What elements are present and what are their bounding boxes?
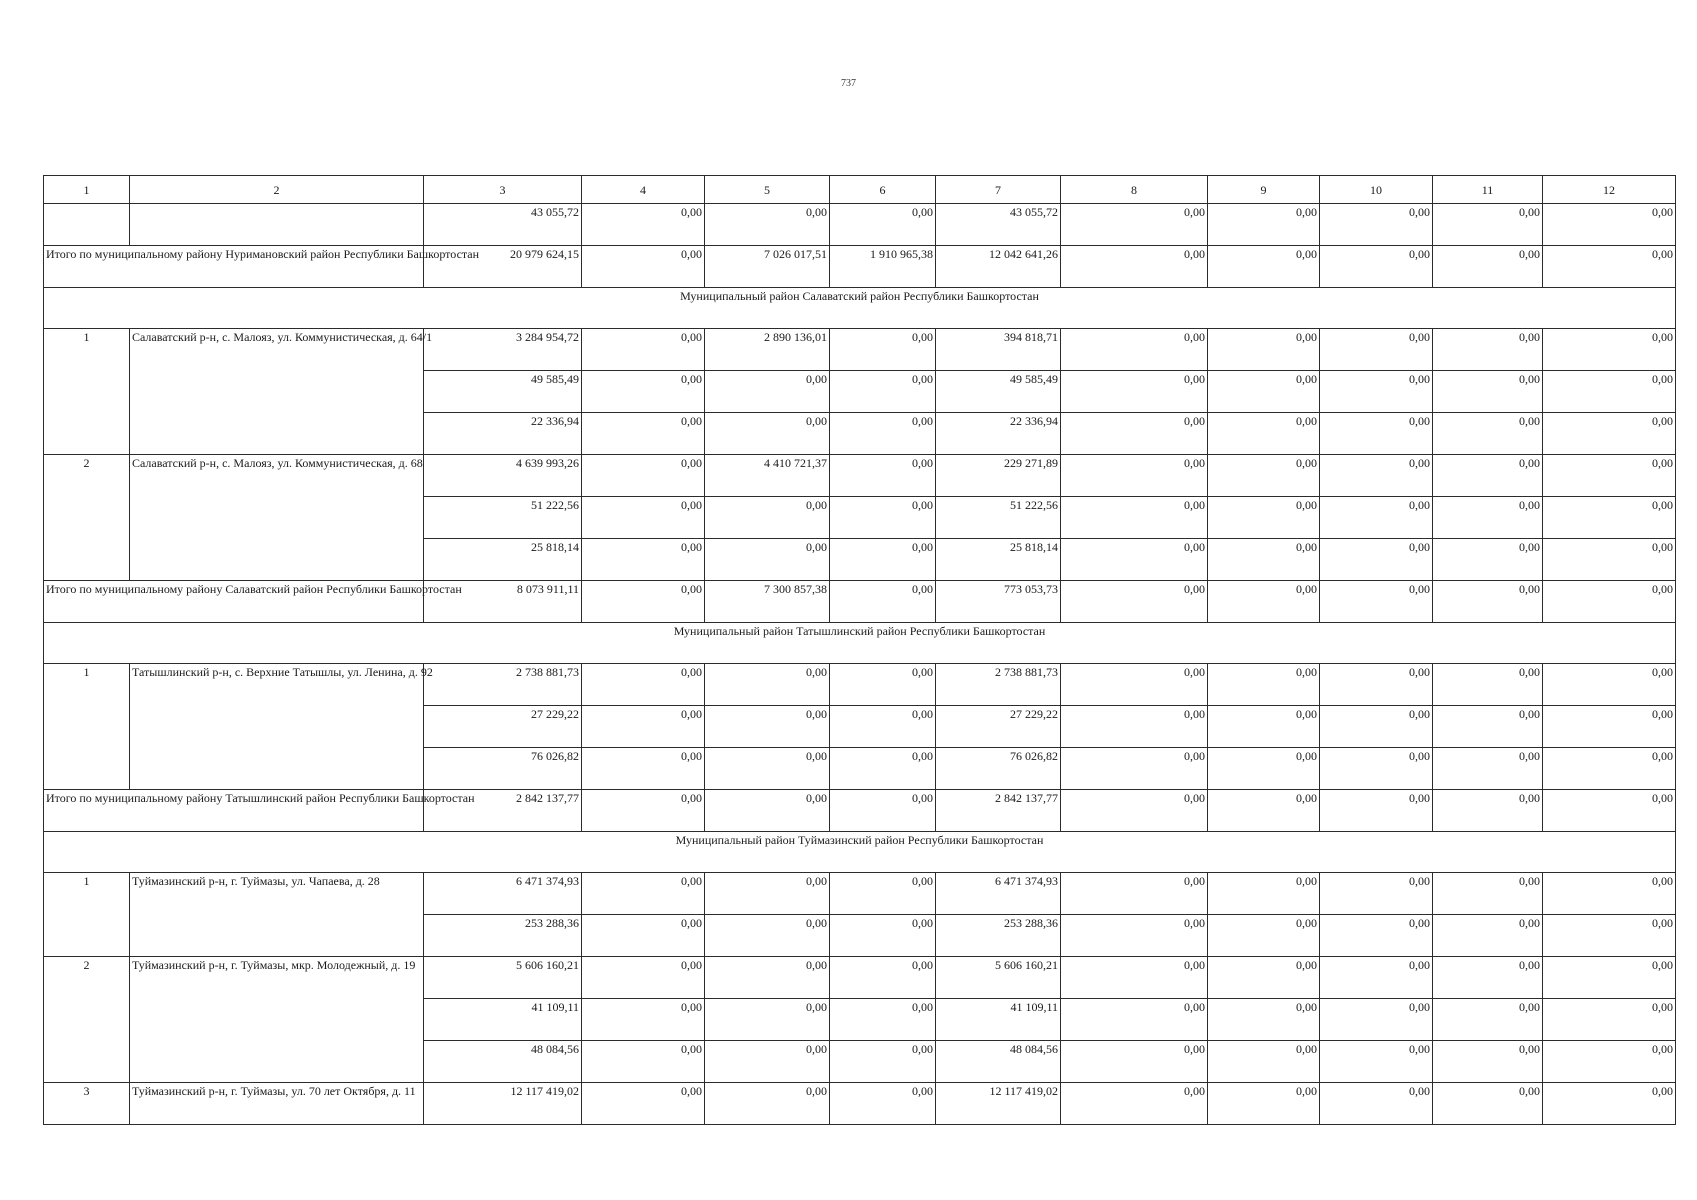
value-cell: 6 471 374,93 bbox=[424, 873, 582, 915]
value-cell: 0,00 bbox=[1543, 1083, 1676, 1125]
value-cell: 0,00 bbox=[1320, 539, 1433, 581]
value-cell: 0,00 bbox=[1320, 497, 1433, 539]
value-cell: 4 639 993,26 bbox=[424, 455, 582, 497]
value-cell: 25 818,14 bbox=[936, 539, 1061, 581]
value-cell: 0,00 bbox=[1433, 664, 1543, 706]
district-section-title: Муниципальный район Татышлинский район Республики Башкортостан bbox=[44, 623, 1676, 664]
value-cell: 0,00 bbox=[1433, 455, 1543, 497]
value-cell: 0,00 bbox=[1061, 664, 1208, 706]
value-cell: 0,00 bbox=[1433, 371, 1543, 413]
value-cell: 0,00 bbox=[582, 748, 705, 790]
value-cell: 0,00 bbox=[830, 497, 936, 539]
value-cell: 0,00 bbox=[582, 999, 705, 1041]
value-cell: 0,00 bbox=[705, 539, 830, 581]
value-cell: 2 890 136,01 bbox=[705, 329, 830, 371]
value-cell: 22 336,94 bbox=[424, 413, 582, 455]
value-cell: 0,00 bbox=[830, 1083, 936, 1125]
value-cell: 0,00 bbox=[1320, 371, 1433, 413]
value-cell: 0,00 bbox=[1208, 873, 1320, 915]
budget-table bbox=[43, 175, 1676, 1125]
value-cell: 25 818,14 bbox=[424, 539, 582, 581]
column-header: 4 bbox=[582, 176, 705, 204]
value-cell: 43 055,72 bbox=[424, 204, 582, 246]
value-cell: 76 026,82 bbox=[424, 748, 582, 790]
building-row bbox=[44, 873, 1676, 915]
value-cell: 0,00 bbox=[705, 204, 830, 246]
value-cell: 0,00 bbox=[1320, 706, 1433, 748]
value-cell: 0,00 bbox=[705, 497, 830, 539]
value-cell: 0,00 bbox=[705, 706, 830, 748]
value-cell: 12 117 419,02 bbox=[424, 1083, 582, 1125]
empty-cell bbox=[44, 204, 130, 246]
value-cell: 41 109,11 bbox=[424, 999, 582, 1041]
value-cell: 0,00 bbox=[1543, 915, 1676, 957]
value-cell: 49 585,49 bbox=[936, 371, 1061, 413]
value-cell: 0,00 bbox=[830, 915, 936, 957]
value-cell: 0,00 bbox=[1320, 748, 1433, 790]
value-cell: 0,00 bbox=[705, 371, 830, 413]
value-cell: 0,00 bbox=[1433, 957, 1543, 999]
value-cell: 0,00 bbox=[1208, 581, 1320, 623]
value-cell: 4 410 721,37 bbox=[705, 455, 830, 497]
value-cell: 6 471 374,93 bbox=[936, 873, 1061, 915]
district-total-label: Итого по муниципальному району Салаватский район Республики Башкортостан bbox=[44, 581, 424, 623]
value-cell: 0,00 bbox=[582, 873, 705, 915]
value-cell: 0,00 bbox=[1208, 497, 1320, 539]
row-number: 2 bbox=[44, 957, 130, 1083]
value-cell: 0,00 bbox=[830, 455, 936, 497]
district-total-row bbox=[44, 246, 1676, 288]
column-header: 7 bbox=[936, 176, 1061, 204]
value-cell: 0,00 bbox=[830, 539, 936, 581]
building-row bbox=[44, 957, 1676, 999]
row-number: 3 bbox=[44, 1083, 130, 1125]
value-cell: 0,00 bbox=[830, 664, 936, 706]
value-cell: 0,00 bbox=[1061, 748, 1208, 790]
value-cell: 0,00 bbox=[1320, 204, 1433, 246]
value-cell: 0,00 bbox=[1543, 581, 1676, 623]
district-total-row bbox=[44, 790, 1676, 832]
value-cell: 0,00 bbox=[705, 413, 830, 455]
value-cell: 0,00 bbox=[1543, 664, 1676, 706]
value-cell: 0,00 bbox=[1320, 873, 1433, 915]
value-cell: 0,00 bbox=[1543, 957, 1676, 999]
value-cell: 0,00 bbox=[582, 664, 705, 706]
value-cell: 0,00 bbox=[705, 748, 830, 790]
value-cell: 0,00 bbox=[830, 329, 936, 371]
value-cell: 48 084,56 bbox=[936, 1041, 1061, 1083]
value-cell: 0,00 bbox=[1433, 1041, 1543, 1083]
value-cell: 0,00 bbox=[1433, 999, 1543, 1041]
value-cell: 0,00 bbox=[1061, 873, 1208, 915]
district-section-row bbox=[44, 288, 1676, 329]
district-total-row bbox=[44, 581, 1676, 623]
value-cell: 0,00 bbox=[1061, 915, 1208, 957]
value-cell: 1 910 965,38 bbox=[830, 246, 936, 288]
column-header: 3 bbox=[424, 176, 582, 204]
column-header: 2 bbox=[130, 176, 424, 204]
value-cell: 0,00 bbox=[830, 790, 936, 832]
value-cell: 0,00 bbox=[1208, 329, 1320, 371]
value-cell: 0,00 bbox=[1208, 915, 1320, 957]
value-cell: 0,00 bbox=[582, 790, 705, 832]
value-cell: 2 738 881,73 bbox=[424, 664, 582, 706]
building-address: Салаватский р-н, с. Малояз, ул. Коммунистическая, д. 68 bbox=[130, 455, 424, 581]
carryover-row bbox=[44, 204, 1676, 246]
value-cell: 0,00 bbox=[1320, 957, 1433, 999]
value-cell: 0,00 bbox=[1061, 204, 1208, 246]
value-cell: 0,00 bbox=[1208, 455, 1320, 497]
value-cell: 27 229,22 bbox=[936, 706, 1061, 748]
value-cell: 0,00 bbox=[1433, 748, 1543, 790]
value-cell: 0,00 bbox=[1208, 999, 1320, 1041]
value-cell: 48 084,56 bbox=[424, 1041, 582, 1083]
column-header: 6 bbox=[830, 176, 936, 204]
value-cell: 0,00 bbox=[582, 915, 705, 957]
value-cell: 0,00 bbox=[1543, 999, 1676, 1041]
value-cell: 0,00 bbox=[1208, 246, 1320, 288]
building-address: Туймазинский р-н, г. Туймазы, ул. Чапаева, д. 28 bbox=[130, 873, 424, 957]
value-cell: 0,00 bbox=[582, 204, 705, 246]
value-cell: 0,00 bbox=[582, 706, 705, 748]
value-cell: 0,00 bbox=[1208, 371, 1320, 413]
building-address: Туймазинский р-н, г. Туймазы, ул. 70 лет Октября, д. 11 bbox=[130, 1083, 424, 1125]
value-cell: 76 026,82 bbox=[936, 748, 1061, 790]
building-row bbox=[44, 1083, 1676, 1125]
column-header: 10 bbox=[1320, 176, 1433, 204]
value-cell: 0,00 bbox=[1433, 539, 1543, 581]
building-address: Татышлинский р-н, с. Верхние Татышлы, ул. Ленина, д. 92 bbox=[130, 664, 424, 790]
value-cell: 0,00 bbox=[1061, 1083, 1208, 1125]
value-cell: 0,00 bbox=[1433, 581, 1543, 623]
value-cell: 5 606 160,21 bbox=[936, 957, 1061, 999]
value-cell: 0,00 bbox=[1320, 1041, 1433, 1083]
value-cell: 0,00 bbox=[705, 1041, 830, 1083]
value-cell: 7 026 017,51 bbox=[705, 246, 830, 288]
value-cell: 0,00 bbox=[1061, 246, 1208, 288]
value-cell: 0,00 bbox=[1061, 497, 1208, 539]
value-cell: 0,00 bbox=[1433, 790, 1543, 832]
value-cell: 229 271,89 bbox=[936, 455, 1061, 497]
value-cell: 0,00 bbox=[1061, 999, 1208, 1041]
district-total-label: Итого по муниципальному району Нуримановский район Республики Башкортостан bbox=[44, 246, 424, 288]
column-header: 11 bbox=[1433, 176, 1543, 204]
value-cell: 0,00 bbox=[1320, 664, 1433, 706]
row-number: 1 bbox=[44, 873, 130, 957]
value-cell: 0,00 bbox=[1208, 790, 1320, 832]
value-cell: 0,00 bbox=[1543, 246, 1676, 288]
value-cell: 12 117 419,02 bbox=[936, 1083, 1061, 1125]
value-cell: 0,00 bbox=[582, 455, 705, 497]
value-cell: 0,00 bbox=[1061, 329, 1208, 371]
value-cell: 0,00 bbox=[1061, 706, 1208, 748]
value-cell: 0,00 bbox=[830, 371, 936, 413]
value-cell: 0,00 bbox=[1061, 957, 1208, 999]
value-cell: 0,00 bbox=[830, 873, 936, 915]
value-cell: 8 073 911,11 bbox=[424, 581, 582, 623]
value-cell: 0,00 bbox=[1320, 999, 1433, 1041]
value-cell: 0,00 bbox=[830, 706, 936, 748]
value-cell: 0,00 bbox=[582, 413, 705, 455]
page-number: 737 bbox=[841, 78, 856, 89]
value-cell: 0,00 bbox=[582, 1041, 705, 1083]
value-cell: 0,00 bbox=[1433, 915, 1543, 957]
value-cell: 2 842 137,77 bbox=[424, 790, 582, 832]
value-cell: 0,00 bbox=[705, 957, 830, 999]
value-cell: 0,00 bbox=[705, 1083, 830, 1125]
district-section-row bbox=[44, 832, 1676, 873]
value-cell: 49 585,49 bbox=[424, 371, 582, 413]
value-cell: 0,00 bbox=[582, 497, 705, 539]
value-cell: 5 606 160,21 bbox=[424, 957, 582, 999]
value-cell: 0,00 bbox=[1543, 790, 1676, 832]
value-cell: 0,00 bbox=[1543, 539, 1676, 581]
value-cell: 253 288,36 bbox=[424, 915, 582, 957]
value-cell: 43 055,72 bbox=[936, 204, 1061, 246]
value-cell: 2 842 137,77 bbox=[936, 790, 1061, 832]
value-cell: 0,00 bbox=[1208, 957, 1320, 999]
value-cell: 0,00 bbox=[705, 664, 830, 706]
value-cell: 0,00 bbox=[1320, 915, 1433, 957]
value-cell: 0,00 bbox=[1208, 748, 1320, 790]
value-cell: 0,00 bbox=[1433, 706, 1543, 748]
value-cell: 0,00 bbox=[1208, 539, 1320, 581]
value-cell: 0,00 bbox=[582, 1083, 705, 1125]
district-section-title: Муниципальный район Туймазинский район Республики Башкортостан bbox=[44, 832, 1676, 873]
value-cell: 0,00 bbox=[1061, 413, 1208, 455]
building-address: Туймазинский р-н, г. Туймазы, мкр. Молодежный, д. 19 bbox=[130, 957, 424, 1083]
building-row bbox=[44, 664, 1676, 706]
value-cell: 0,00 bbox=[1433, 329, 1543, 371]
district-total-label: Итого по муниципальному району Татышлинский район Республики Башкортостан bbox=[44, 790, 424, 832]
column-number-row bbox=[44, 176, 1676, 204]
value-cell: 0,00 bbox=[830, 581, 936, 623]
value-cell: 0,00 bbox=[1061, 455, 1208, 497]
value-cell: 0,00 bbox=[705, 999, 830, 1041]
value-cell: 0,00 bbox=[1543, 1041, 1676, 1083]
value-cell: 0,00 bbox=[1433, 246, 1543, 288]
row-number: 1 bbox=[44, 329, 130, 455]
value-cell: 0,00 bbox=[1543, 706, 1676, 748]
value-cell: 27 229,22 bbox=[424, 706, 582, 748]
value-cell: 0,00 bbox=[1208, 1083, 1320, 1125]
value-cell: 2 738 881,73 bbox=[936, 664, 1061, 706]
column-header: 12 bbox=[1543, 176, 1676, 204]
value-cell: 0,00 bbox=[582, 957, 705, 999]
value-cell: 394 818,71 bbox=[936, 329, 1061, 371]
value-cell: 0,00 bbox=[1320, 581, 1433, 623]
value-cell: 20 979 624,15 bbox=[424, 246, 582, 288]
building-row bbox=[44, 455, 1676, 497]
value-cell: 0,00 bbox=[1543, 873, 1676, 915]
value-cell: 0,00 bbox=[582, 539, 705, 581]
value-cell: 0,00 bbox=[1061, 581, 1208, 623]
building-row bbox=[44, 329, 1676, 371]
value-cell: 0,00 bbox=[582, 329, 705, 371]
row-number: 1 bbox=[44, 664, 130, 790]
value-cell: 0,00 bbox=[582, 581, 705, 623]
empty-cell bbox=[130, 204, 424, 246]
value-cell: 0,00 bbox=[1061, 790, 1208, 832]
value-cell: 0,00 bbox=[1543, 204, 1676, 246]
value-cell: 0,00 bbox=[1208, 204, 1320, 246]
value-cell: 0,00 bbox=[1320, 246, 1433, 288]
value-cell: 0,00 bbox=[1208, 413, 1320, 455]
value-cell: 12 042 641,26 bbox=[936, 246, 1061, 288]
value-cell: 0,00 bbox=[1433, 497, 1543, 539]
value-cell: 0,00 bbox=[1320, 455, 1433, 497]
value-cell: 0,00 bbox=[1433, 413, 1543, 455]
value-cell: 0,00 bbox=[830, 1041, 936, 1083]
value-cell: 51 222,56 bbox=[424, 497, 582, 539]
column-header: 8 bbox=[1061, 176, 1208, 204]
value-cell: 0,00 bbox=[705, 915, 830, 957]
value-cell: 0,00 bbox=[1061, 1041, 1208, 1083]
value-cell: 0,00 bbox=[1433, 873, 1543, 915]
value-cell: 0,00 bbox=[830, 204, 936, 246]
value-cell: 0,00 bbox=[1543, 497, 1676, 539]
district-section-title: Муниципальный район Салаватский район Республики Башкортостан bbox=[44, 288, 1676, 329]
value-cell: 0,00 bbox=[1433, 204, 1543, 246]
value-cell: 253 288,36 bbox=[936, 915, 1061, 957]
value-cell: 0,00 bbox=[1208, 1041, 1320, 1083]
value-cell: 41 109,11 bbox=[936, 999, 1061, 1041]
value-cell: 0,00 bbox=[1543, 455, 1676, 497]
column-header: 9 bbox=[1208, 176, 1320, 204]
value-cell: 7 300 857,38 bbox=[705, 581, 830, 623]
value-cell: 0,00 bbox=[830, 999, 936, 1041]
value-cell: 773 053,73 bbox=[936, 581, 1061, 623]
value-cell: 0,00 bbox=[830, 748, 936, 790]
value-cell: 0,00 bbox=[1543, 329, 1676, 371]
value-cell: 22 336,94 bbox=[936, 413, 1061, 455]
value-cell: 0,00 bbox=[582, 371, 705, 413]
value-cell: 0,00 bbox=[1208, 706, 1320, 748]
value-cell: 0,00 bbox=[1543, 748, 1676, 790]
value-cell: 0,00 bbox=[1320, 790, 1433, 832]
district-section-row bbox=[44, 623, 1676, 664]
value-cell: 0,00 bbox=[1320, 329, 1433, 371]
value-cell: 0,00 bbox=[1433, 1083, 1543, 1125]
column-header: 5 bbox=[705, 176, 830, 204]
row-number: 2 bbox=[44, 455, 130, 581]
value-cell: 0,00 bbox=[830, 957, 936, 999]
value-cell: 0,00 bbox=[1061, 539, 1208, 581]
value-cell: 0,00 bbox=[1543, 413, 1676, 455]
value-cell: 0,00 bbox=[1320, 1083, 1433, 1125]
value-cell: 3 284 954,72 bbox=[424, 329, 582, 371]
value-cell: 0,00 bbox=[582, 246, 705, 288]
building-address: Салаватский р-н, с. Малояз, ул. Коммунистическая, д. 64/1 bbox=[130, 329, 424, 455]
value-cell: 51 222,56 bbox=[936, 497, 1061, 539]
value-cell: 0,00 bbox=[1543, 371, 1676, 413]
value-cell: 0,00 bbox=[1208, 664, 1320, 706]
value-cell: 0,00 bbox=[1061, 371, 1208, 413]
column-header: 1 bbox=[44, 176, 130, 204]
value-cell: 0,00 bbox=[705, 790, 830, 832]
value-cell: 0,00 bbox=[1320, 413, 1433, 455]
value-cell: 0,00 bbox=[830, 413, 936, 455]
value-cell: 0,00 bbox=[705, 873, 830, 915]
